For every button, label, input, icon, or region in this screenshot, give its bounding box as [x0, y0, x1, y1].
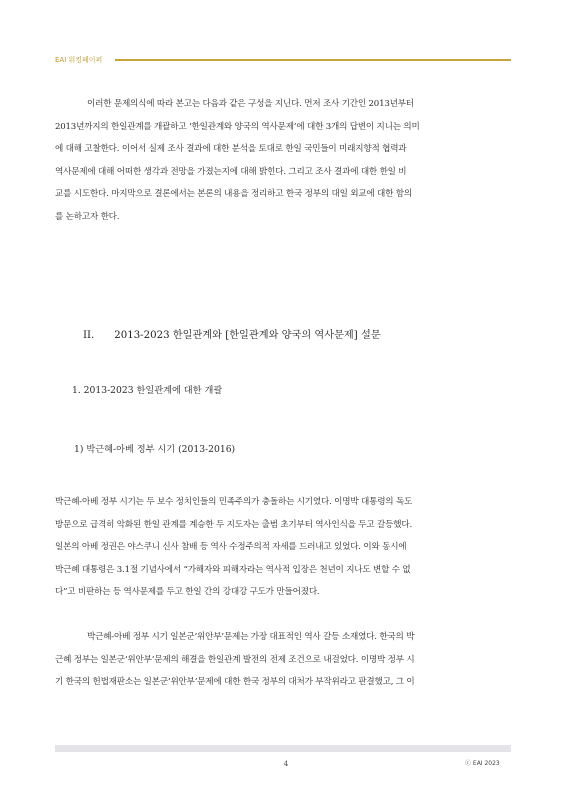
text-line: 역사문제에 대해 어떠한 생각과 전망을 가졌는지에 대해 밝힌다. 그리고 조사 결과에 대한 한일 비: [55, 166, 407, 177]
text-line: 이러한 문제의식에 따라 본고는 다음과 같은 구성을 지닌다. 먼저 조사 기간인 2013년부터: [87, 99, 414, 109]
header-brand: EAI 워킹페이퍼: [55, 56, 103, 64]
page-header: [55, 55, 511, 69]
text-line: 에 대해 고찰한다. 이어서 실제 조사 결과에 대한 분석을 토대로 한일 국민들이 미래지향적 협력과: [55, 144, 407, 154]
text-line: 기 한국의 헌법재판소는 일본군‘위안부’문제에 대한 한국 정부의 대처가 부작위라고 판결했고, 그 이: [55, 677, 415, 687]
text-line: 다”고 비판하는 등 역사문제를 두고 한일 간의 강대강 구도가 만들어졌다.: [55, 587, 320, 597]
text-line: 방문으로 급격히 악화된 한일 관계를 계승한 두 지도자는 출범 초기부터 역사인식을 두고 갈등했다.: [55, 519, 412, 530]
text-line: 근혜 정부는 일본군‘위안부’문제의 해결을 한일관계 발전의 전제 조건으로 내걸었다. 이명박 정부 시: [55, 654, 415, 665]
section-heading: [83, 329, 381, 343]
intro-paragraph: [55, 93, 511, 228]
header-rule: [115, 59, 511, 61]
body-paragraph-1: [55, 491, 511, 604]
subsection-heading: 1. 2013-2023 한일관계에 대한 개괄: [72, 385, 223, 396]
text-line: 교를 시도한다. 마지막으로 결론에서는 본론의 내용을 정리하고 한국 정부의 대일 외교에 대한 함의: [55, 189, 412, 199]
footer-bar: [55, 745, 511, 752]
text-line: 를 논하고자 한다.: [55, 211, 120, 222]
text-line: 박근혜-아베 정부 시기는 두 보수 정치인들의 민족주의가 충돌하는 시기였다. 이명박 대통령의 독도: [55, 497, 413, 507]
subsubsection-heading: 1) 박근혜-아베 정부 시기 (2013-2016): [74, 444, 236, 455]
copyright: ⓒ EAI 2023: [465, 760, 500, 767]
section-number: II.: [83, 330, 95, 341]
text-line: 박근혜-아베 정부 시기 일본군‘위안부’문제는 가장 대표적인 역사 갈등 소재였다. 한국의 박: [87, 632, 415, 642]
body-paragraph-2: [55, 626, 511, 694]
page-number: 4: [283, 760, 289, 768]
text-line: 박근혜 대통령은 3.1절 기념사에서 “가해자와 피해자라는 역사적 입장은 천년이 지나도 변할 수 없: [55, 564, 411, 575]
text-line: 일본의 아베 정권은 야스쿠니 신사 참배 등 역사 수정주의적 자세를 드러내고 있었다. 이와 동시에: [55, 542, 407, 552]
section-title: 2013-2023 한일관계와 [한일관계와 양국의 역사문제] 설문: [114, 330, 381, 341]
text-line: 2013년까지의 한일관계를 개괄하고 ‘한일관계와 양국의 역사문제’에 대한 3개의 답변이 지니는 의미: [55, 121, 420, 132]
